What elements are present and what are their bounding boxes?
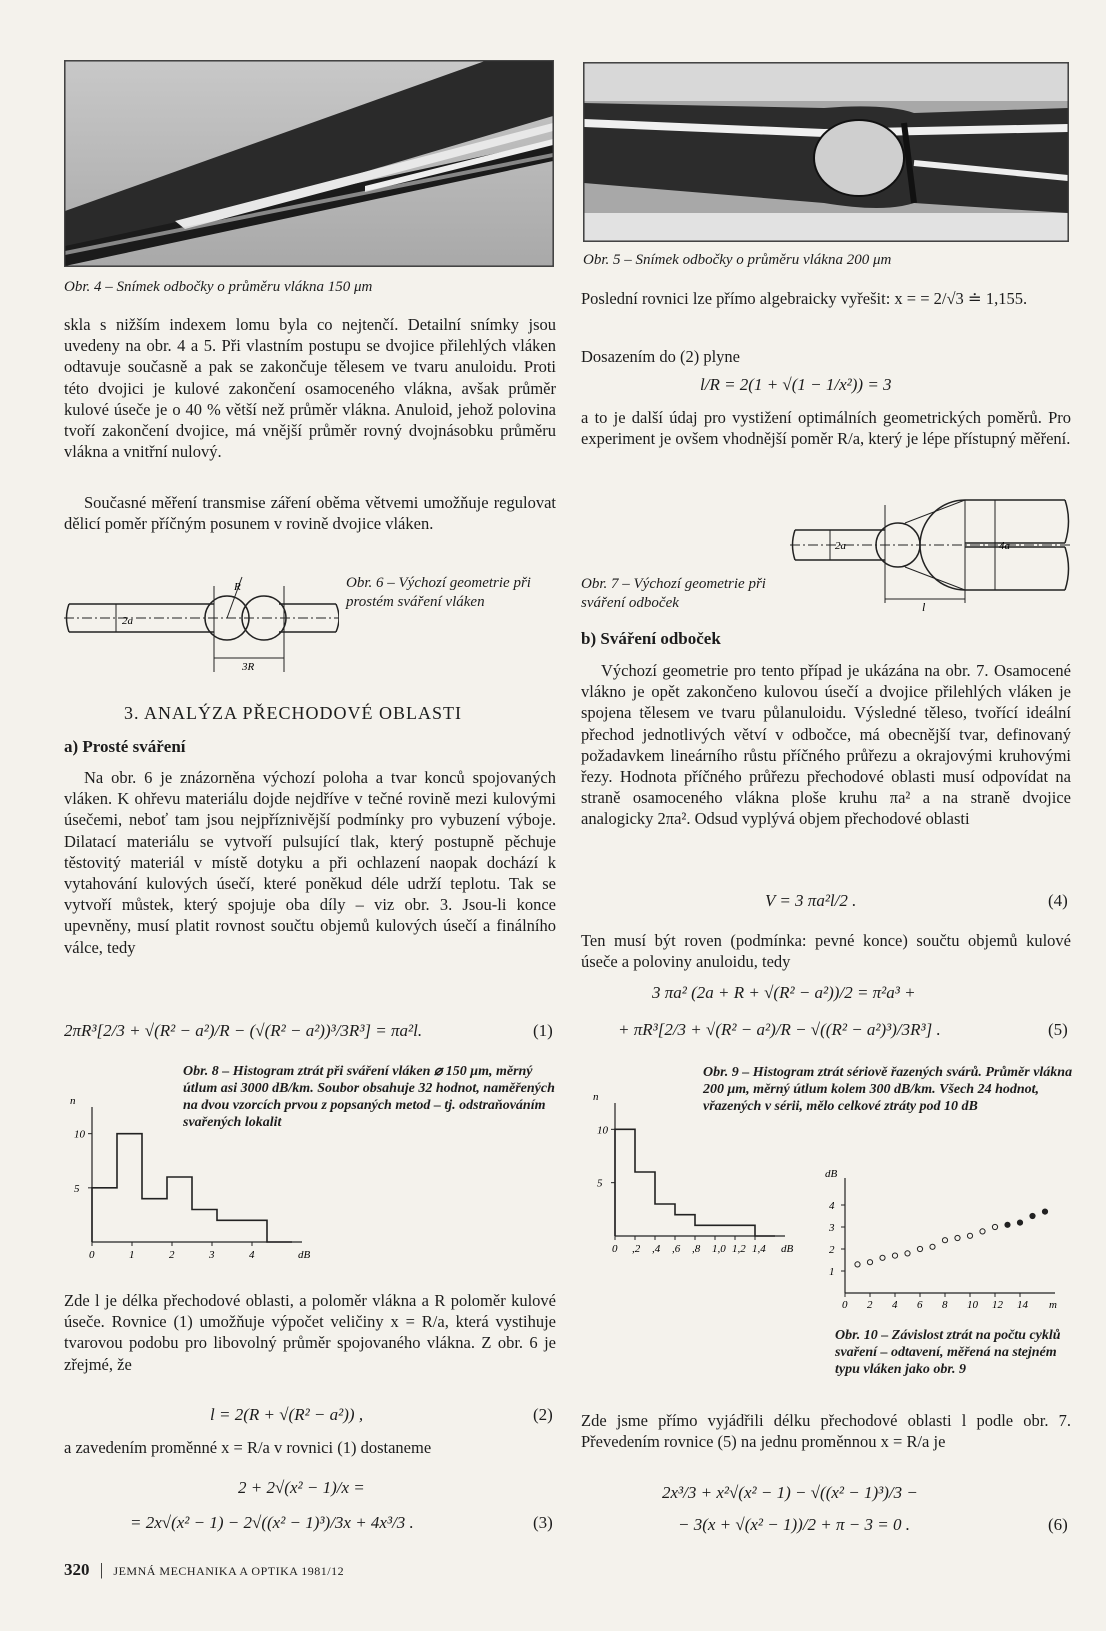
histogram-outline [92, 1134, 292, 1242]
x-axis-label: dB [781, 1243, 794, 1255]
histogram-bar-1 [635, 1172, 655, 1236]
equation-4-number: (4) [1048, 891, 1068, 910]
equation-lr: l/R = 2(1 + √(1 − 1/x²)) = 3 [700, 375, 892, 394]
subsection-a: a) Prosté sváření [64, 737, 186, 756]
x-tick-label: 4 [892, 1299, 898, 1311]
x-tick-label: 8 [942, 1299, 948, 1311]
section-title: 3. ANALÝZA PŘECHODOVÉ OBLASTI [124, 703, 463, 723]
right-paragraph-3: a to je další údaj pro vystižení optimálních geometrických poměrů. Pro experiment je ovšem vhodnější poměr R/a, který je lépe přístupný měření. [581, 408, 1071, 449]
x-tick-label: ,4 [652, 1243, 661, 1255]
scatter-point-15 [1042, 1209, 1047, 1214]
y-tick-label: 5 [597, 1177, 603, 1190]
equation-2-number: (2) [533, 1405, 553, 1424]
fig10-scatter [820, 1165, 1075, 1323]
scatter-point-5 [917, 1246, 922, 1251]
left-paragraph-5: a zavedením proměnné x = R/a v rovnici (1) dostaneme [64, 1438, 432, 1457]
y-axis-label: dB [825, 1168, 838, 1180]
fig7-caption: Obr. 7 – Výchozí geometrie při sváření odboček [581, 576, 766, 611]
fig9-caption: Obr. 9 – Histogram ztrát sériově řazených svárů. Průměr vlákna 200 μm, měrný útlum kolem 300 dB/km. Všech 24 hodnot, vřazených v sérii, mělo celkové ztráty pod 10 dB [703, 1065, 1073, 1114]
left-paragraph-2: Současné měření transmise záření oběma větvemi umožňuje regulovat dělicí poměr příčným posunem v rovině dvojice vláken. [64, 493, 556, 534]
x-tick-label: 1,2 [732, 1243, 746, 1255]
fig4-caption: Obr. 4 – Snímek odbočky o průměru vlákna 150 μm [64, 279, 373, 295]
x-tick-label: 6 [917, 1299, 923, 1311]
scatter-point-7 [942, 1238, 947, 1243]
equation-4: V = 3 πa²l/2 . [765, 891, 857, 910]
equation-1-number: (1) [533, 1021, 553, 1040]
equation-3a: 2 + 2√(x² − 1)/x = [238, 1478, 365, 1497]
histogram-bar-4 [695, 1225, 715, 1236]
right-paragraph-6: Zde jsme přímo vyjádřili délku přechodové oblasti l podle obr. 7. Převedením rovnice (5) na jednu proměnnou x = R/a je [581, 1411, 1071, 1452]
y-axis-label: n [593, 1091, 599, 1103]
equation-3-number: (3) [533, 1513, 553, 1532]
y-tick-label: 2 [829, 1244, 835, 1256]
histogram-bar-6 [735, 1225, 755, 1236]
x-tick-label: ,2 [632, 1243, 641, 1255]
x-tick-label: 10 [967, 1299, 978, 1311]
fig5-photo [583, 62, 1069, 242]
scatter-point-8 [955, 1235, 960, 1240]
scatter-point-11 [992, 1224, 997, 1229]
fig6-caption: Obr. 6 – Výchozí geometrie při prostém sváření vláken [346, 575, 531, 610]
fig6-label-len: 3R [242, 661, 255, 673]
scatter-point-2 [880, 1255, 885, 1260]
histogram-bar-2 [142, 1199, 167, 1242]
x-tick-label: 0 [89, 1249, 95, 1261]
right-paragraph-2: Dosazením do (2) plyne [581, 347, 740, 366]
y-tick-label: 1 [829, 1266, 835, 1278]
equation-6-number: (6) [1048, 1515, 1068, 1534]
x-tick-label: 2 [169, 1249, 175, 1261]
y-tick-label: 4 [829, 1200, 835, 1212]
scatter-point-6 [930, 1244, 935, 1249]
y-tick-label: 3 [829, 1222, 835, 1234]
histogram-bar-2 [655, 1204, 675, 1236]
x-tick-label: 4 [249, 1249, 255, 1261]
right-paragraph-5: Ten musí být roven (podmínka: pevné konce) součtu objemů kulové úseče a poloviny anuloidu, tedy [581, 931, 1071, 972]
scatter-point-13 [1017, 1220, 1022, 1225]
histogram-bar-1 [117, 1134, 142, 1242]
equation-5a: 3 πa² (2a + R + √(R² − a²))/2 = π²a³ + [652, 983, 916, 1002]
x-tick-label: 1,4 [752, 1243, 766, 1255]
x-tick-label: 14 [1017, 1299, 1028, 1311]
fig5-fiber-image [584, 63, 1068, 241]
page-number: 320 [64, 1560, 90, 1579]
x-tick-label: 0 [842, 1299, 848, 1311]
fig4-photo [64, 60, 554, 267]
equation-1: 2πR³[2/3 + √(R² − a²)/R − (√(R² − a²))³/3R³] = πa²l. [64, 1021, 423, 1040]
scatter-point-9 [967, 1233, 972, 1238]
scatter-point-3 [892, 1253, 897, 1258]
fig4-fiber-image [65, 61, 553, 266]
equation-5-number: (5) [1048, 1020, 1068, 1039]
fig10-caption: Obr. 10 – Závislost ztrát na počtu cyklů svaření – odtavení, měřená na stejném typu vláken jako obr. 9 [835, 1328, 1061, 1377]
y-tick-label: 10 [597, 1124, 608, 1137]
journal-name: JEMNÁ MECHANIKA A OPTIKA 1981/12 [113, 1564, 345, 1578]
histogram-bar-6 [242, 1220, 267, 1242]
fig6-diagram [64, 572, 339, 682]
footer-separator: | [99, 1560, 104, 1579]
fig7-diagram [790, 495, 1070, 615]
histogram-bar-5 [715, 1225, 735, 1236]
histogram-bar-4 [192, 1210, 217, 1243]
x-tick-label: 2 [867, 1299, 873, 1311]
equation-2: l = 2(R + √(R² − a²)) , [210, 1405, 364, 1424]
equation-3b: = 2x√(x² − 1) − 2√((x² − 1)³)/3x + 4x³/3 . [130, 1513, 414, 1532]
fig6-label-r: R [234, 581, 241, 593]
x-tick-label: ,8 [692, 1243, 701, 1255]
scatter-point-12 [1005, 1222, 1010, 1227]
x-axis-label: dB [298, 1249, 311, 1261]
right-paragraph-4: Výchozí geometrie pro tento případ je ukázána na obr. 7. Osamocené vlákno je opět zakončeno kulovou úsečí a dvojice přilehlých vláken je spojena tělesem ve tvaru půlanuloidu. Výsledné těleso, tvořící ideální přechod jednotlivých větví v odbočce, má obecnější tvar, definovaný požadavkem lineárního růstu příčného průřezu a okrajovými kruhovými řezy. Hodnota příčného průřezu přechodové oblasti musí odpovídat na straně osamoceného vlákna ploše kruhu πa² a na straně dvojice analogicky 2πa². Odsud vyplývá objem přechodové oblasti [581, 661, 1071, 829]
histogram-bar-3 [167, 1177, 192, 1242]
y-tick-label: 5 [74, 1182, 80, 1195]
left-paragraph-4: Zde l je délka přechodové oblasti, a poloměr vlákna a R poloměr kulové úseče. Rovnice (1) umožňuje výpočet veličiny x = R/a, která vystihuje tvarovou podobu pro libovolný průměr spojovaného vlákna. Z obr. 6 je zřejmé, že [64, 1291, 556, 1374]
x-tick-label: 1,0 [712, 1243, 726, 1255]
right-paragraph-1: Poslední rovnici lze přímo algebraicky vyřešit: x = = 2/√3 ≐ 1,155. [581, 289, 1028, 308]
scatter-point-1 [867, 1260, 872, 1265]
subsection-b: b) Sváření odboček [581, 629, 721, 648]
equation-6b: − 3(x + √(x² − 1))/2 + π − 3 = 0 . [678, 1515, 910, 1534]
fig5-caption: Obr. 5 – Snímek odbočky o průměru vlákna 200 μm [583, 252, 892, 268]
histogram-bar-0 [92, 1188, 117, 1242]
x-tick-label: 0 [612, 1243, 618, 1255]
scatter-point-0 [855, 1262, 860, 1267]
scatter-point-4 [905, 1251, 910, 1256]
y-tick-label: 10 [74, 1128, 85, 1141]
equation-5b: + πR³[2/3 + √(R² − a²)/R − √((R² − a²)³)/3R³] . [618, 1020, 941, 1039]
histogram-bar-5 [217, 1220, 242, 1242]
x-tick-label: 3 [209, 1249, 215, 1261]
x-tick-label: 12 [992, 1299, 1003, 1311]
fig7-label-d1: 2a [835, 540, 846, 552]
fig6-label-dia: 2a [122, 615, 133, 627]
footer [64, 1560, 344, 1580]
fig7-label-d2: 4a [999, 540, 1010, 552]
histogram-bar-0 [615, 1129, 635, 1236]
scatter-point-10 [980, 1229, 985, 1234]
left-paragraph-1: skla s nižším indexem lomu byla co nejtenčí. Detailní snímky jsou uvedeny na obr. 4 a 5. Při vlastním postupu se dvojice přilehlých vláken odtavuje současně a pak se zakončuje tělesem ve tvaru anuloidu. Proti této dvojici je kulové zakončení osamoceného vlákna, avšak průměr kulové úseče je o 40 % větší než průměr vlákna. Anuloid, jehož polovina tvoří zakončení dvojice, má vnější průměr rovný dvojnásobku průměru vlákna a vnitřní nulový. [64, 315, 556, 462]
histogram-outline [615, 1129, 775, 1236]
equation-6a: 2x³/3 + x²√(x² − 1) − √((x² − 1)³)/3 − [662, 1483, 918, 1502]
scatter-point-14 [1030, 1213, 1035, 1218]
fig8-caption: Obr. 8 – Histogram ztrát při sváření vláken ⌀ 150 μm, měrný útlum asi 3000 dB/km. Soubor obsahuje 32 hodnot, naměřených na dvou vzorcích prvou z popsaných metod – tj. odstraňováním svařených lokalit [183, 1064, 555, 1130]
left-paragraph-3: Na obr. 6 je znázorněna výchozí poloha a tvar konců spojovaných vláken. K ohřevu materiálu dojde nejdříve v tečné rovině mezi kulovými úsečemi, neboť tam jsou nejpříznivější podmínky pro vybuzení výboje. Dilatací materiálu se vytvoří pulsující tlak, který postupně pěchuje těstovitý materiál v místě dotyku a při ochlazení naopak dochází k vytahování kulových úsečí, které poněkud déle udrží teplotu. Tak se vytvoří můstek, který spojuje oba díly – viz obr. 3. Jsou-li konce upevněny, musí platit rovnost součtu objemů kulových úsečí a finálního válce, tedy [64, 768, 556, 957]
x-tick-label: ,6 [672, 1243, 681, 1255]
y-axis-label: n [70, 1095, 76, 1107]
x-axis-label: m [1049, 1299, 1057, 1311]
x-tick-label: 1 [129, 1249, 135, 1261]
fig7-label-len: l [922, 600, 926, 614]
histogram-bar-3 [675, 1215, 695, 1236]
